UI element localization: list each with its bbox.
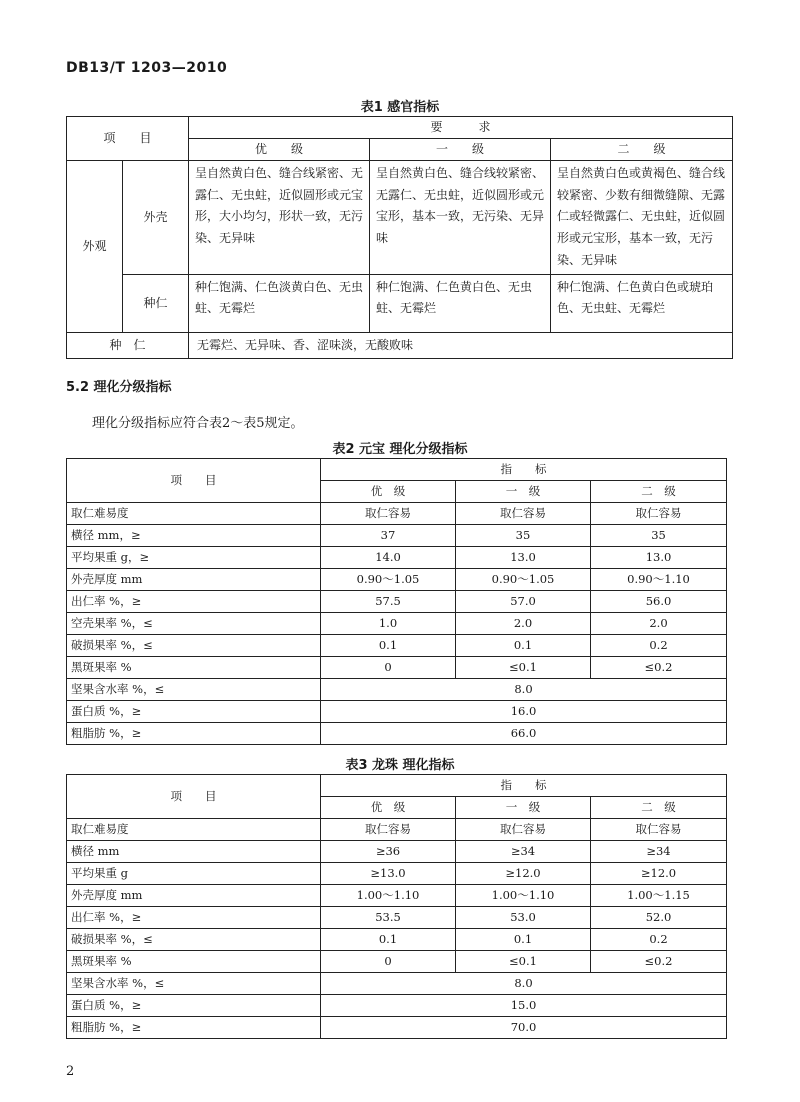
table-cell: 0.2 bbox=[591, 929, 727, 951]
table-cell: 0.1 bbox=[456, 929, 591, 951]
table-row bbox=[67, 613, 727, 635]
table-cell: 取仁容易 bbox=[456, 819, 591, 841]
table-cell: ≥12.0 bbox=[456, 863, 591, 885]
table-cell: 0.1 bbox=[321, 635, 456, 657]
table-cell: 2.0 bbox=[456, 613, 591, 635]
table-row bbox=[67, 332, 733, 358]
physicochemical-table-longzhu bbox=[66, 774, 727, 1039]
table-cell: 取仁容易 bbox=[456, 503, 591, 525]
table1-header-requirement: 要 求 bbox=[189, 117, 733, 139]
table-row bbox=[67, 635, 727, 657]
table-cell: 0 bbox=[321, 951, 456, 973]
table1-group-label: 外观 bbox=[67, 161, 123, 333]
table1-grade-first: 一 级 bbox=[370, 139, 551, 161]
table-cell: 57.0 bbox=[456, 591, 591, 613]
table-cell: 8.0 bbox=[321, 973, 727, 995]
table-row bbox=[67, 723, 727, 745]
table-cell: 1.00～1.10 bbox=[321, 885, 456, 907]
row-label: 种仁 bbox=[123, 274, 189, 332]
row-label: 外壳厚度 mm bbox=[67, 569, 321, 591]
row-label: 坚果含水率 %，≤ bbox=[67, 679, 321, 701]
table-cell: 56.0 bbox=[591, 591, 727, 613]
row-label: 粗脂肪 %，≥ bbox=[67, 1017, 321, 1039]
table-cell: 52.0 bbox=[591, 907, 727, 929]
table-row bbox=[67, 161, 733, 275]
row-label: 黑斑果率 % bbox=[67, 951, 321, 973]
table-cell: 无霉烂、无异味、香、涩味淡，无酸败味 bbox=[189, 332, 733, 358]
table-cell: 2.0 bbox=[591, 613, 727, 635]
row-label: 空壳果率 %，≤ bbox=[67, 613, 321, 635]
table2-title: 表2 元宝 理化分级指标 bbox=[332, 442, 468, 457]
table-cell: 16.0 bbox=[321, 701, 727, 723]
column-header-item: 项 目 bbox=[67, 459, 321, 503]
table-cell: 0.90～1.10 bbox=[591, 569, 727, 591]
table-cell: 13.0 bbox=[591, 547, 727, 569]
grade-header-second: 二 级 bbox=[591, 797, 727, 819]
row-label: 外壳厚度 mm bbox=[67, 885, 321, 907]
table-cell: 66.0 bbox=[321, 723, 727, 745]
grade-header-second: 二 级 bbox=[591, 481, 727, 503]
table-cell: 取仁容易 bbox=[321, 819, 456, 841]
table-cell: 取仁容易 bbox=[321, 503, 456, 525]
table1-header-item: 项 目 bbox=[67, 117, 189, 161]
page-number: 2 bbox=[66, 1064, 75, 1079]
row-label: 黑斑果率 % bbox=[67, 657, 321, 679]
table-cell: 0.2 bbox=[591, 635, 727, 657]
row-label: 种 仁 bbox=[67, 332, 189, 358]
section-text: 理化分级指标应符合表2～表5规定。 bbox=[92, 416, 304, 431]
table-cell: ≤0.2 bbox=[591, 657, 727, 679]
table-row bbox=[67, 701, 727, 723]
table-row bbox=[67, 657, 727, 679]
table-cell: 呈自然黄白色、缝合线较紧密、无露仁、无虫蛀，近似圆形或元宝形，基本一致，无污染、无异味 bbox=[370, 161, 551, 275]
table-cell: ≥13.0 bbox=[321, 863, 456, 885]
table-row bbox=[67, 679, 727, 701]
row-label: 取仁难易度 bbox=[67, 819, 321, 841]
table-cell: 种仁饱满、仁色黄白色或琥珀色、无虫蛀、无霉烂 bbox=[551, 274, 733, 332]
table-cell: ≤0.2 bbox=[591, 951, 727, 973]
table-cell: 37 bbox=[321, 525, 456, 547]
table-cell: 53.0 bbox=[456, 907, 591, 929]
table-cell: 13.0 bbox=[456, 547, 591, 569]
grade-header-excellent: 优 级 bbox=[321, 797, 456, 819]
table-cell: 0.90～1.05 bbox=[321, 569, 456, 591]
table-cell: 53.5 bbox=[321, 907, 456, 929]
column-header-index: 指 标 bbox=[321, 459, 727, 481]
row-label: 取仁难易度 bbox=[67, 503, 321, 525]
row-label: 出仁率 %，≥ bbox=[67, 591, 321, 613]
table-cell: ≥34 bbox=[591, 841, 727, 863]
row-label: 出仁率 %，≥ bbox=[67, 907, 321, 929]
table-cell: ≤0.1 bbox=[456, 951, 591, 973]
table-row bbox=[67, 907, 727, 929]
table-row bbox=[67, 591, 727, 613]
row-label: 横径 mm，≥ bbox=[67, 525, 321, 547]
grade-header-excellent: 优 级 bbox=[321, 481, 456, 503]
table-row bbox=[67, 819, 727, 841]
table-cell: 70.0 bbox=[321, 1017, 727, 1039]
table-row bbox=[67, 841, 727, 863]
table-row bbox=[67, 863, 727, 885]
table-cell: 0 bbox=[321, 657, 456, 679]
table-row bbox=[67, 1017, 727, 1039]
physicochemical-table-yuanbao bbox=[66, 458, 727, 745]
table3-title: 表3 龙珠 理化指标 bbox=[345, 758, 455, 773]
table-cell: 取仁容易 bbox=[591, 819, 727, 841]
row-label: 破损果率 %，≤ bbox=[67, 635, 321, 657]
table-cell: 35 bbox=[456, 525, 591, 547]
table-cell: 1.00～1.10 bbox=[456, 885, 591, 907]
standard-number: DB13/T 1203—2010 bbox=[66, 60, 228, 76]
table-cell: 15.0 bbox=[321, 995, 727, 1017]
table-row bbox=[67, 569, 727, 591]
row-label: 坚果含水率 %，≤ bbox=[67, 973, 321, 995]
table1-grade-second: 二 级 bbox=[551, 139, 733, 161]
table-cell: 1.00～1.15 bbox=[591, 885, 727, 907]
table-cell: 0.1 bbox=[456, 635, 591, 657]
table1-title: 表1 感官指标 bbox=[360, 100, 440, 115]
table1-grade-excellent: 优 级 bbox=[189, 139, 370, 161]
table-cell: ≥36 bbox=[321, 841, 456, 863]
column-header-index: 指 标 bbox=[321, 775, 727, 797]
table-cell: 35 bbox=[591, 525, 727, 547]
table-cell: 种仁饱满、仁色黄白色、无虫蛀、无霉烂 bbox=[370, 274, 551, 332]
row-label: 粗脂肪 %，≥ bbox=[67, 723, 321, 745]
table-row bbox=[67, 274, 733, 332]
table-cell: 种仁饱满、仁色淡黄白色、无虫蛀、无霉烂 bbox=[189, 274, 370, 332]
table-cell: ≥12.0 bbox=[591, 863, 727, 885]
row-label: 横径 mm bbox=[67, 841, 321, 863]
row-label: 平均果重 g，≥ bbox=[67, 547, 321, 569]
table-cell: 呈自然黄白色、缝合线紧密、无露仁、无虫蛀，近似圆形或元宝形，大小均匀，形状一致，无污染、无异味 bbox=[189, 161, 370, 275]
column-header-item: 项 目 bbox=[67, 775, 321, 819]
table-cell: 呈自然黄白色或黄褐色、缝合线较紧密、少数有细微缝隙、无露仁或轻微露仁、无虫蛀，近似圆形或元宝形，基本一致，无污染、无异味 bbox=[551, 161, 733, 275]
table-cell: 0.1 bbox=[321, 929, 456, 951]
row-label: 平均果重 g bbox=[67, 863, 321, 885]
row-label: 蛋白质 %，≥ bbox=[67, 995, 321, 1017]
grade-header-first: 一 级 bbox=[456, 797, 591, 819]
table-row bbox=[67, 973, 727, 995]
table-cell: ≥34 bbox=[456, 841, 591, 863]
table-row bbox=[67, 951, 727, 973]
grade-header-first: 一 级 bbox=[456, 481, 591, 503]
table-cell: 0.90～1.05 bbox=[456, 569, 591, 591]
table-cell: ≤0.1 bbox=[456, 657, 591, 679]
table-row bbox=[67, 547, 727, 569]
table-row bbox=[67, 929, 727, 951]
table-cell: 57.5 bbox=[321, 591, 456, 613]
table-row bbox=[67, 503, 727, 525]
row-label: 蛋白质 %，≥ bbox=[67, 701, 321, 723]
row-label: 外壳 bbox=[123, 161, 189, 275]
table-row bbox=[67, 525, 727, 547]
table-cell: 1.0 bbox=[321, 613, 456, 635]
sensory-table bbox=[66, 116, 733, 359]
table-cell: 14.0 bbox=[321, 547, 456, 569]
row-label: 破损果率 %，≤ bbox=[67, 929, 321, 951]
table-row bbox=[67, 885, 727, 907]
table-cell: 取仁容易 bbox=[591, 503, 727, 525]
section-heading: 5.2 理化分级指标 bbox=[66, 380, 172, 395]
table-cell: 8.0 bbox=[321, 679, 727, 701]
table-row bbox=[67, 995, 727, 1017]
